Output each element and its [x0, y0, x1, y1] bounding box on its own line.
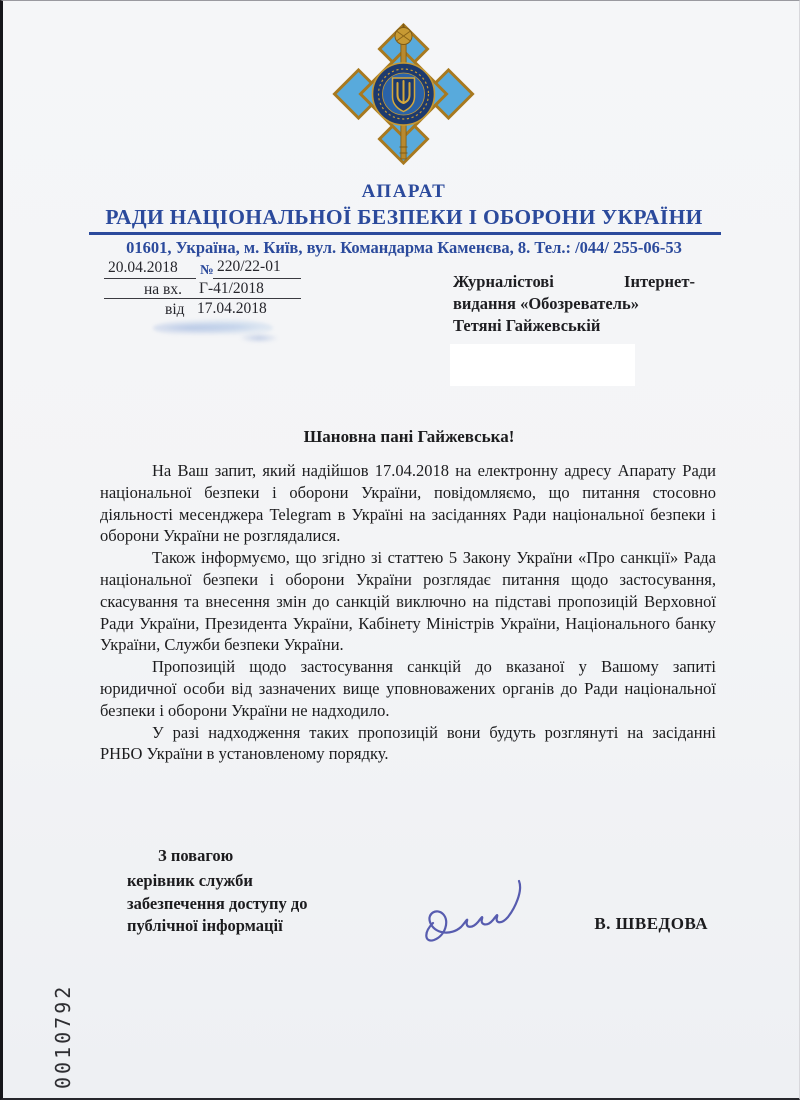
signer-title-line: керівник служби	[127, 871, 253, 890]
org-name-line1: АПАРАТ	[361, 181, 447, 202]
salutation: Шановна пані Гайжевська!	[303, 427, 515, 446]
handwritten-signature	[411, 861, 541, 951]
signer-name: В. ШВЕДОВА	[594, 914, 708, 933]
signer-title-line: публічної інформації	[127, 916, 283, 935]
recipient-block	[453, 271, 695, 337]
outgoing-number-underline	[213, 278, 301, 279]
closing-regards: З повагою	[158, 846, 234, 865]
body-paragraph-3: Пропозицій щодо застосування санкцій до вказаної у Вашому запиті юридичної особи від зазначених вище уповноважених органів до Ради національної безпеки і оборони України не надходило.	[100, 657, 716, 720]
incoming-number: Г-41/2018	[199, 280, 264, 297]
signer-job-title	[127, 870, 367, 938]
redacted-area	[450, 344, 635, 386]
body-paragraph-1: На Ваш запит, який надійшов 17.04.2018 на електронну адресу Апарату Ради національної безпеки і оборони України, повідомляємо, що питання стосовно діяльності месенджера Telegram в Україні на засіданнях Ради національної безпеки і оборони України не розглядалися.	[100, 461, 716, 546]
incoming-row-underline	[104, 298, 301, 299]
recipient-line: видання «Обозреватель»	[453, 294, 639, 313]
outgoing-date: 20.04.2018	[108, 259, 178, 276]
number-sign: №	[200, 262, 214, 277]
letterhead-divider-rule	[89, 232, 721, 235]
signer-title-line: забезпечення доступу до	[127, 893, 308, 913]
nsdc-ukraine-emblem	[326, 19, 481, 169]
recipient-line: Тетяні Гайжевській	[453, 316, 601, 335]
letter-body	[100, 460, 716, 765]
org-address-line: 01601, Україна, м. Київ, вул. Командарма Каменєва, 8. Тел.: /044/ 255-06-53	[126, 238, 682, 257]
org-name-line2: РАДИ НАЦІОНАЛЬНОЇ БЕЗПЕКИ І ОБОРОНИ УКРАЇНИ	[105, 205, 703, 229]
outgoing-number: 220/22-01	[217, 258, 281, 275]
vertical-document-code: 0010792	[51, 983, 75, 1089]
incoming-label: на вх.	[144, 281, 182, 298]
outgoing-date-underline	[104, 278, 196, 279]
stamp-smudge-small	[239, 333, 279, 343]
body-paragraph-2: Також інформуємо, що згідно зі статтею 5 Закону України «Про санкції» Рада національної безпеки і оборони України розглядає питання щодо застосування, скасування та внесення змін до санкцій виключно на підставі пропозицій Верховної Ради України, Президента України, Кабінету Міністрів України, Національного банку України, Служби безпеки України.	[100, 548, 716, 655]
incoming-date: 17.04.2018	[197, 300, 267, 317]
incoming-date-label: від	[165, 301, 185, 318]
recipient-line: Журналістові Інтернет-	[453, 272, 695, 291]
body-paragraph-4: У разі надходження таких пропозицій вони будуть розглянуті на засіданні РНБО України в установленому порядку.	[100, 722, 716, 764]
